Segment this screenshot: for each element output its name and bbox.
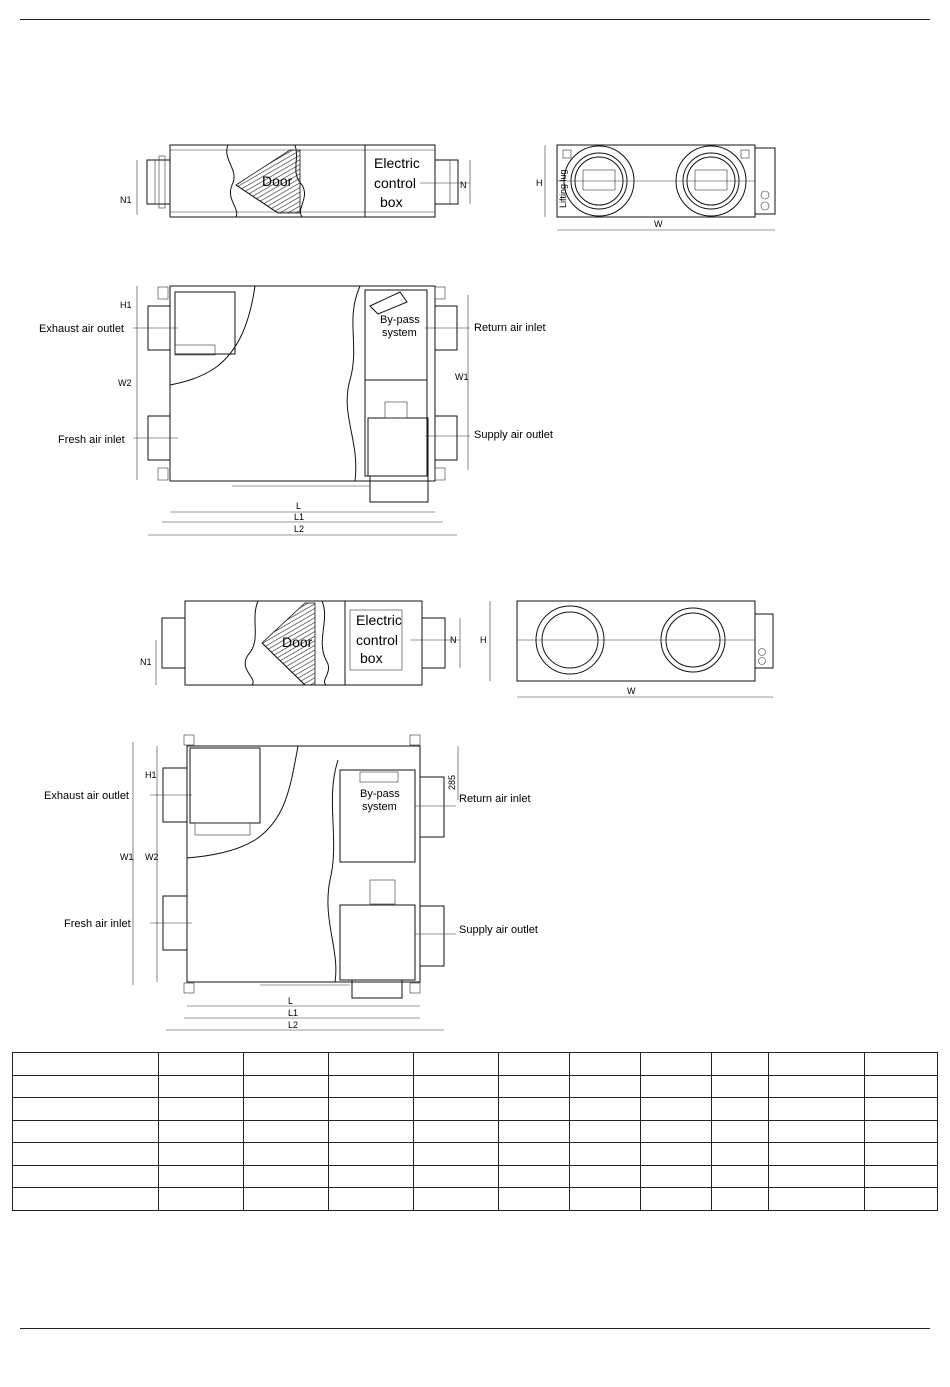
w1-dim: W1 <box>455 372 469 382</box>
door-label: Door <box>262 173 293 189</box>
table-cell <box>159 1098 244 1121</box>
table-cell <box>499 1075 570 1098</box>
table-cell <box>244 1188 329 1211</box>
table-cell <box>414 1053 499 1076</box>
table-cell <box>159 1165 244 1188</box>
table-cell <box>570 1098 641 1121</box>
w1-dim-2: W1 <box>120 852 134 862</box>
table-cell <box>244 1098 329 1121</box>
fresh-label-2: Fresh air inlet <box>64 918 131 930</box>
side-view-bottom <box>140 601 460 685</box>
table-cell <box>329 1165 414 1188</box>
l2-dim: L2 <box>294 524 305 534</box>
table-row <box>13 1143 938 1166</box>
table-cell <box>414 1120 499 1143</box>
table-cell <box>712 1075 769 1098</box>
exhaust-label-2: Exhaust air outlet <box>44 790 129 802</box>
n-dim-2: N <box>450 635 457 645</box>
table-cell <box>499 1053 570 1076</box>
table-cell <box>13 1075 159 1098</box>
table-cell <box>641 1098 712 1121</box>
table-cell <box>159 1143 244 1166</box>
h-dim-2: H <box>480 635 487 645</box>
table-cell <box>244 1075 329 1098</box>
supply-label: Supply air outlet <box>474 429 553 441</box>
table-cell <box>159 1188 244 1211</box>
table-cell <box>712 1165 769 1188</box>
table-cell <box>13 1053 159 1076</box>
table-row <box>13 1053 938 1076</box>
exhaust-label: Exhaust air outlet <box>39 323 124 335</box>
table-cell <box>13 1098 159 1121</box>
dimensions-table <box>12 1052 938 1211</box>
table-cell <box>865 1098 938 1121</box>
electric-box-2-2: control <box>356 632 399 648</box>
plan-view-top <box>39 286 553 535</box>
l-dim-2: L <box>288 996 294 1006</box>
l2-dim-2: L2 <box>288 1020 299 1030</box>
table-cell <box>570 1120 641 1143</box>
table-cell <box>244 1053 329 1076</box>
table-cell <box>414 1165 499 1188</box>
table-cell <box>769 1165 865 1188</box>
dim-285: 285 <box>447 774 457 790</box>
table-cell <box>769 1120 865 1143</box>
table-cell <box>329 1120 414 1143</box>
bypass-2-2: system <box>362 801 397 813</box>
table-cell <box>329 1143 414 1166</box>
n-dim: N <box>460 180 467 190</box>
table-cell <box>329 1053 414 1076</box>
table-cell <box>414 1098 499 1121</box>
table-cell <box>499 1165 570 1188</box>
table-cell <box>570 1075 641 1098</box>
bypass-2: system <box>382 327 417 339</box>
table-cell <box>865 1143 938 1166</box>
h1-dim: H1 <box>120 300 132 310</box>
w2-dim-2: W2 <box>145 852 159 862</box>
table-cell <box>769 1075 865 1098</box>
table-cell <box>244 1165 329 1188</box>
table-cell <box>499 1143 570 1166</box>
fresh-label: Fresh air inlet <box>58 434 125 446</box>
side-view-top <box>120 145 470 217</box>
table-cell <box>13 1165 159 1188</box>
electric-box-label-3: box <box>380 194 403 210</box>
table-cell <box>499 1120 570 1143</box>
n1-dim: N1 <box>120 195 132 205</box>
table-cell <box>641 1120 712 1143</box>
table-cell <box>159 1120 244 1143</box>
table-cell <box>244 1143 329 1166</box>
table-cell <box>570 1188 641 1211</box>
table-cell <box>641 1053 712 1076</box>
table-cell <box>769 1143 865 1166</box>
h-dim: H <box>536 178 543 188</box>
return-label-2: Return air inlet <box>459 793 531 805</box>
electric-box-label-1: Electric <box>374 155 420 171</box>
table-cell <box>865 1075 938 1098</box>
n1-dim-2: N1 <box>140 657 152 667</box>
table-cell <box>865 1188 938 1211</box>
table-cell <box>414 1075 499 1098</box>
bypass-2-1: By-pass <box>360 788 400 800</box>
bypass-1: By-pass <box>380 314 420 326</box>
table-cell <box>13 1143 159 1166</box>
table-cell <box>712 1120 769 1143</box>
table-row <box>13 1098 938 1121</box>
table-cell <box>769 1098 865 1121</box>
plan-view-bottom <box>44 735 538 1030</box>
table-cell <box>329 1098 414 1121</box>
table-cell <box>769 1188 865 1211</box>
w-dim: W <box>654 219 663 229</box>
front-view-top <box>536 145 775 230</box>
l1-dim-2: L1 <box>288 1008 299 1018</box>
table-cell <box>414 1188 499 1211</box>
table-cell <box>570 1143 641 1166</box>
table-cell <box>712 1053 769 1076</box>
return-label: Return air inlet <box>474 322 546 334</box>
table-cell <box>13 1120 159 1143</box>
table-row <box>13 1075 938 1098</box>
table-row <box>13 1188 938 1211</box>
electric-box-label-2: control <box>374 175 417 191</box>
table-body <box>13 1053 938 1211</box>
table-cell <box>712 1188 769 1211</box>
w2-dim: W2 <box>118 378 132 388</box>
lifting-lug: Lifting lug <box>558 169 568 208</box>
table-cell <box>769 1053 865 1076</box>
table-cell <box>499 1098 570 1121</box>
table-row <box>13 1120 938 1143</box>
table-cell <box>159 1053 244 1076</box>
door-label-2: Door <box>282 634 313 650</box>
table-cell <box>329 1188 414 1211</box>
h1-dim-2: H1 <box>145 770 157 780</box>
l-dim: L <box>296 501 302 511</box>
front-view-bottom <box>480 601 773 697</box>
table-cell <box>712 1098 769 1121</box>
table-cell <box>13 1188 159 1211</box>
electric-box-2-3: box <box>360 650 383 666</box>
table-cell <box>570 1165 641 1188</box>
table-cell <box>641 1075 712 1098</box>
table-row <box>13 1165 938 1188</box>
table-cell <box>641 1165 712 1188</box>
table-cell <box>712 1143 769 1166</box>
table-cell <box>329 1075 414 1098</box>
table-cell <box>641 1143 712 1166</box>
w-dim-2: W <box>627 686 636 696</box>
table-cell <box>414 1143 499 1166</box>
electric-box-2-1: Electric <box>356 612 402 628</box>
table-cell <box>570 1053 641 1076</box>
table-cell <box>641 1188 712 1211</box>
table-cell <box>865 1053 938 1076</box>
l1-dim: L1 <box>294 512 305 522</box>
supply-label-2: Supply air outlet <box>459 924 538 936</box>
table-cell <box>499 1188 570 1211</box>
table-cell <box>865 1165 938 1188</box>
table-cell <box>159 1075 244 1098</box>
table-cell <box>244 1120 329 1143</box>
table-cell <box>865 1120 938 1143</box>
